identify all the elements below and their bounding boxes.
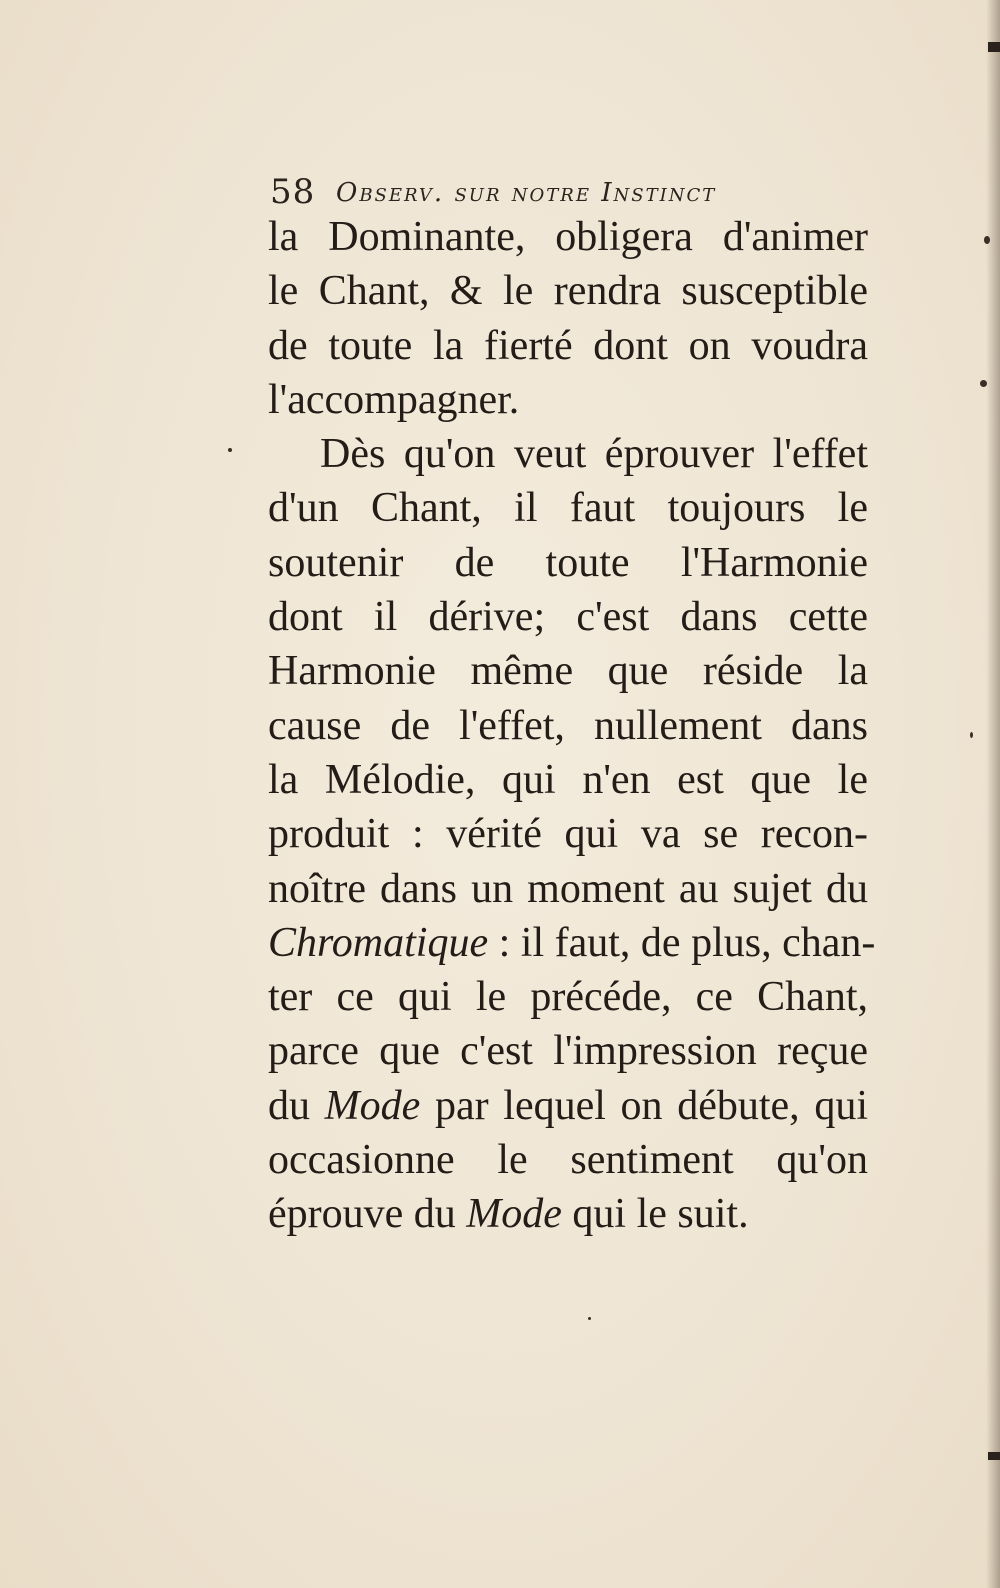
running-title: Observ. sur notre Instinct [336, 178, 717, 208]
text-segment: éprouve du [268, 1191, 467, 1238]
italic-term: Mode [466, 1191, 562, 1238]
paper-speck [588, 1317, 591, 1320]
text-line: cause de l'effet, nullement dans [268, 702, 868, 749]
paper-speck [970, 732, 973, 738]
text-line: dont il dérive; c'est dans cette [268, 594, 868, 641]
text-segment: du [268, 1082, 325, 1129]
text-line: parce que c'est l'impression reçue [268, 1028, 868, 1075]
italic-term: Mode [324, 1082, 421, 1129]
text-line: la Mélodie, qui n'en est que le [268, 756, 868, 803]
italic-term: Chromatique [268, 919, 489, 966]
text-segment: par lequel on débute, qui [420, 1082, 869, 1129]
text-line: Harmonie même que réside la [268, 648, 868, 695]
body-text [268, 210, 876, 1242]
text-line: Dès qu'on veut éprouver l'effet [320, 431, 868, 478]
text-line: l'accompagner. [268, 376, 520, 423]
text-line [268, 1079, 868, 1133]
text-line: noître dans un moment au sujet du [268, 865, 868, 912]
text-line: produit : vérité qui va se recon- [268, 811, 868, 858]
text-segment: qui le suit. [561, 1191, 749, 1238]
paper-speck [228, 448, 232, 452]
text-segment: : il faut, de plus, chan- [488, 919, 876, 966]
page-number: 58 [270, 172, 316, 212]
text-line: occasionne le sentiment qu'on [268, 1137, 868, 1184]
edge-mark [988, 1452, 1000, 1460]
text-line: ter ce qui le précéde, ce Chant, [268, 974, 868, 1021]
text-line [268, 1187, 868, 1241]
text-line: la Dominante, obligera d'animer [268, 214, 868, 260]
text-line [268, 916, 876, 970]
text-line: le Chant, & le rendra susceptible [268, 268, 868, 315]
paper-speck [984, 236, 990, 244]
text-line: de toute la fierté dont on voudra [268, 322, 868, 369]
paper-speck [980, 380, 987, 387]
text-line: d'un Chant, il faut toujours le [268, 485, 868, 532]
text-line: soutenir de toute l'Harmonie [268, 539, 868, 586]
edge-mark [988, 42, 1000, 52]
